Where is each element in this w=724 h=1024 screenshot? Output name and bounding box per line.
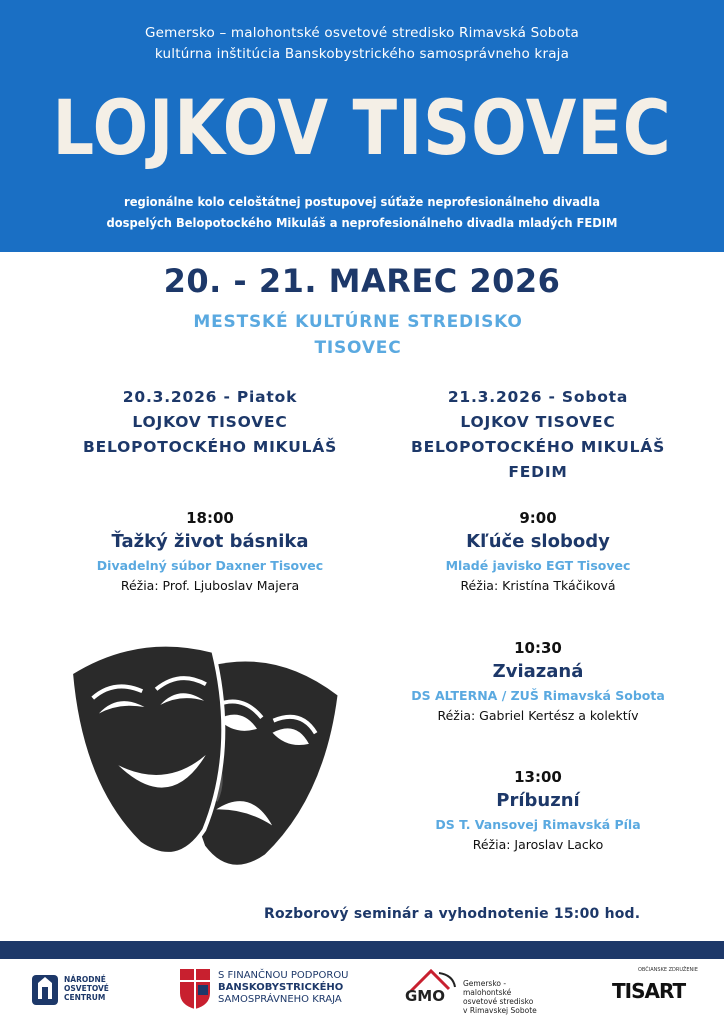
theatre-masks-icon <box>58 636 368 876</box>
show-title: Príbuzní <box>496 790 580 811</box>
gmo-acronym: GMO <box>405 987 445 1005</box>
day1-date: 20.3.2026 - Piatok <box>122 388 298 406</box>
seminar-note: Rozborový seminár a vyhodnotenie 15:00 hod. <box>264 906 641 922</box>
organizer-line-1: Gemersko – malohontské osvetové stredisko Rimavská Sobota <box>145 25 579 41</box>
show-director: Réžia: Gabriel Kertész a kolektív <box>437 708 639 723</box>
subtitle-line-2: dospelých Belopotockého Mikuláš a neprofesionálneho divadla mladých FEDIM <box>106 215 618 230</box>
day1-line3: BELOPOTOCKÉHO MIKULÁŠ <box>82 438 338 456</box>
show-title: Zviazaná <box>492 661 584 682</box>
tisart-small-label: OBČIANSKE ZDRUŽENIE <box>638 967 698 973</box>
show-time: 18:00 <box>186 509 234 527</box>
day2-header <box>358 385 718 485</box>
festival-title: LOJKOV TISOVEC <box>52 83 672 172</box>
day2-line4: FEDIM <box>508 463 568 481</box>
show-time: 9:00 <box>519 509 557 527</box>
show-troupe: DS ALTERNA / ZUŠ Rimavská Sobota <box>411 688 665 703</box>
venue-line-2: TISOVEC <box>314 338 402 358</box>
tisart-wordmark: TISART <box>612 979 686 1003</box>
show-director: Réžia: Prof. Ljuboslav Majera <box>120 578 300 593</box>
noc-emblem-icon <box>30 969 60 1007</box>
noc-label: NÁRODNÉ OSVETOVÉ CENTRUM <box>64 975 109 1002</box>
bbsk-label <box>218 970 349 1006</box>
day2-line2: LOJKOV TISOVEC <box>460 413 616 431</box>
bbsk-logo <box>178 965 378 1015</box>
bbsk-line-2: BANSKOBYSTRICKÉHO <box>218 982 344 993</box>
day2-line3: BELOPOTOCKÉHO MIKULÁŠ <box>410 438 666 456</box>
subtitle-line-1: regionálne kolo celoštátnej postupovej súťaže neprofesionálneho divadla <box>124 194 600 209</box>
show-director: Réžia: Kristína Tkáčiková <box>460 578 616 593</box>
gmo-logo <box>405 965 555 1015</box>
day1-show-1 <box>30 508 390 596</box>
noc-logo <box>30 965 140 1015</box>
bbsk-coat-of-arms-icon <box>178 967 212 1011</box>
day1-header <box>30 385 390 460</box>
day2-show-3 <box>358 767 718 855</box>
show-director: Réžia: Jaroslav Lacko <box>472 837 604 852</box>
show-troupe: Divadelný súbor Daxner Tisovec <box>96 558 324 573</box>
gmo-label: Gemersko - malohontské osvetové stredisko v Rimavskej Sobote <box>463 979 537 1015</box>
day1-line2: LOJKOV TISOVEC <box>132 413 288 431</box>
bbsk-line-1: S FINANČNOU PODPOROU <box>218 970 349 981</box>
venue-line-1: MESTSKÉ KULTÚRNE STREDISKO <box>193 312 523 332</box>
day2-show-1 <box>358 508 718 596</box>
show-time: 10:30 <box>514 639 562 657</box>
show-time: 13:00 <box>514 768 562 786</box>
show-troupe: Mladé javisko EGT Tisovec <box>445 558 631 573</box>
bbsk-line-3: SAMOSPRÁVNEHO KRAJA <box>218 994 342 1005</box>
show-title: Kľúče slobody <box>466 531 610 552</box>
tisart-logo <box>612 965 702 1015</box>
event-date: 20. - 21. MAREC 2026 <box>163 262 561 300</box>
day2-show-2 <box>358 638 718 726</box>
show-troupe: DS T. Vansovej Rimavská Píla <box>435 817 641 832</box>
header-banner <box>0 0 724 252</box>
footer-divider-bar <box>0 941 724 959</box>
day2-date: 21.3.2026 - Sobota <box>447 388 629 406</box>
show-title: Ťažký život básnika <box>111 531 309 552</box>
organizer-line-2: kultúrna inštitúcia Banskobystrického samosprávneho kraja <box>154 46 570 62</box>
